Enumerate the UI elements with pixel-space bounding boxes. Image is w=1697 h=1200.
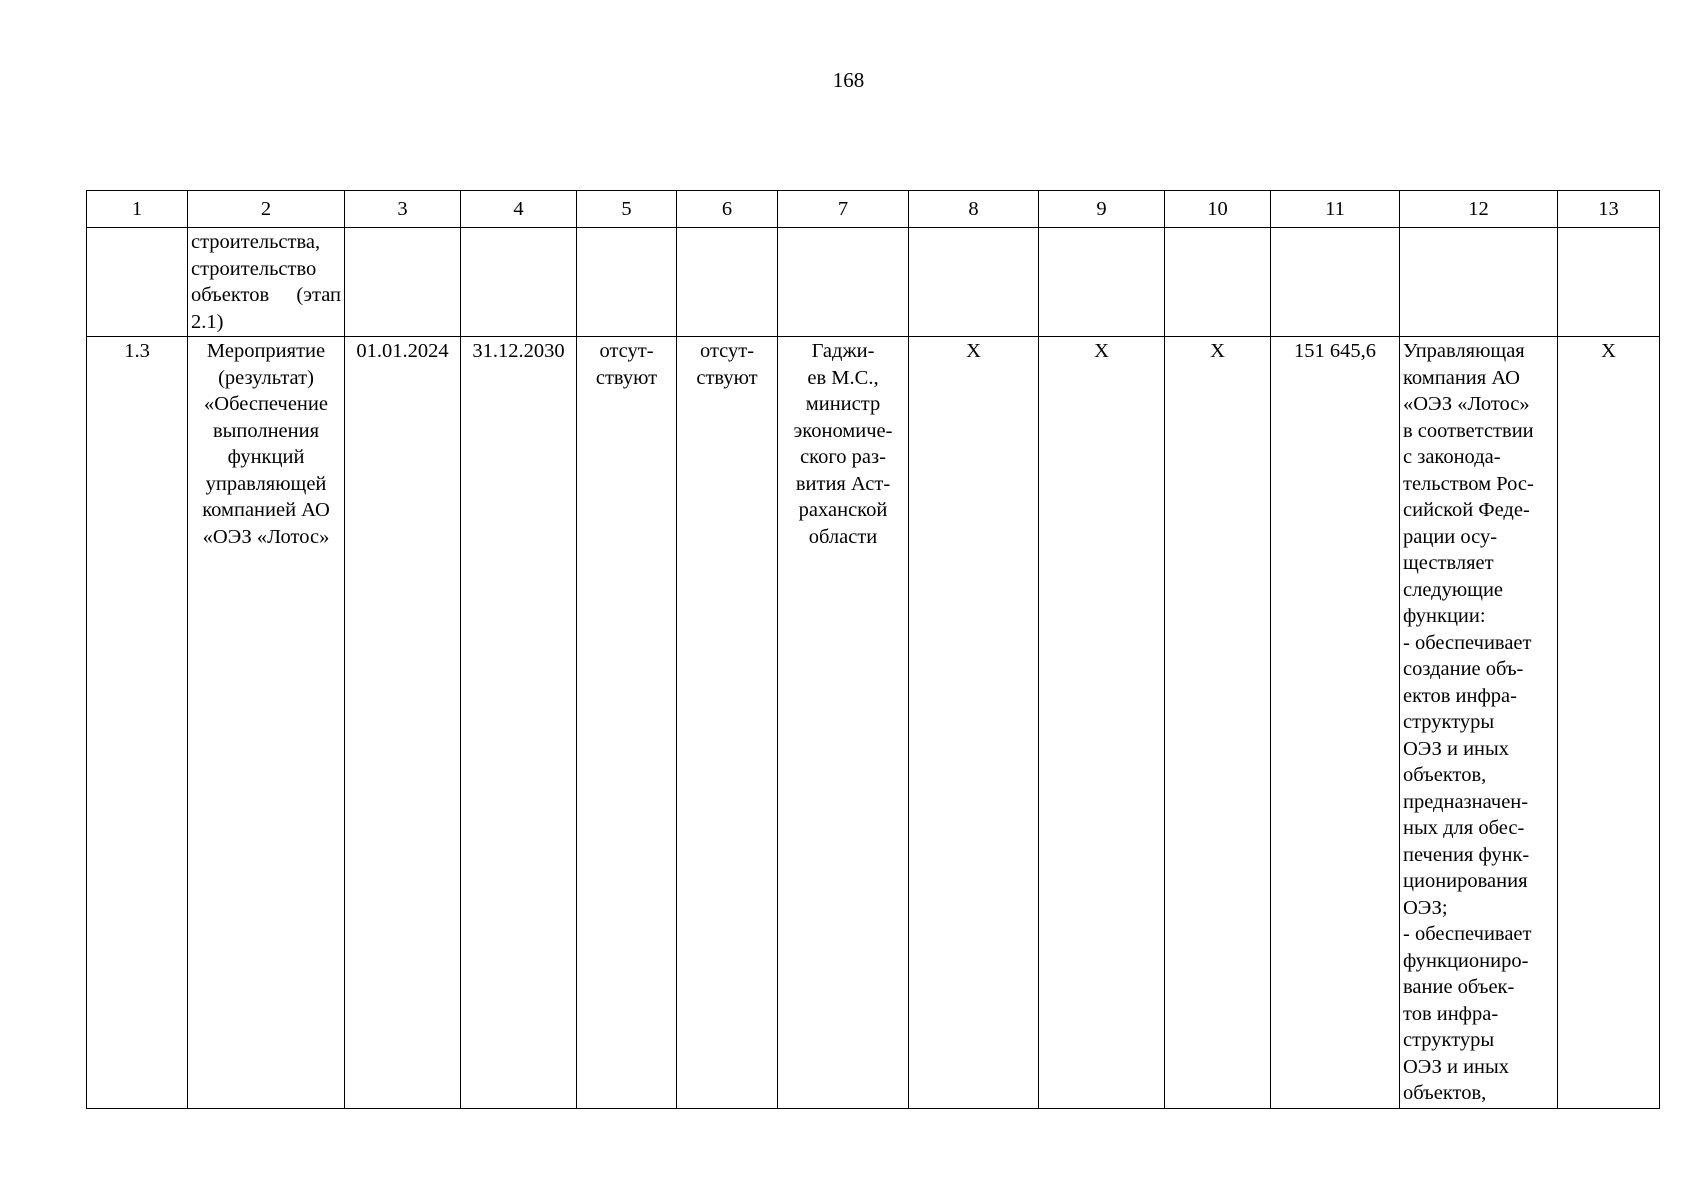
cell-empty: [1165, 228, 1271, 337]
header-cell-2: 2: [188, 191, 345, 228]
header-cell-13: 13: [1558, 191, 1660, 228]
header-cell-8: 8: [909, 191, 1039, 228]
cell-empty: [345, 228, 461, 337]
table-row: [87, 337, 1660, 1109]
page-number: 168: [832, 68, 865, 92]
cell-col10: Х: [1165, 337, 1271, 1109]
cell-col6: отсут- ствуют: [677, 337, 778, 1109]
cell-empty: [1558, 228, 1660, 337]
cell-empty: [909, 228, 1039, 337]
cell-col9: Х: [1039, 337, 1165, 1109]
cell-event-name: Мероприятие (результат) «Обеспечение выполнения функций управляющей компанией АО «ОЭЗ «Лотос»: [188, 337, 345, 1109]
table-row-continuation: [87, 228, 1660, 337]
cell-col13: Х: [1558, 337, 1660, 1109]
cell-empty: [577, 228, 677, 337]
cell-number: [87, 228, 188, 337]
header-cell-1: 1: [87, 191, 188, 228]
header-cell-7: 7: [778, 191, 909, 228]
header-cell-4: 4: [461, 191, 577, 228]
cell-description: Управляющая компания АО «ОЭЗ «Лотос» в соответствии с законода- тельством Рос- сийской Феде- рации осу- ществляет следующие функции: - обеспечивает создание объ- ектов инфра- структуры ОЭЗ и иных объектов, предназначен- ных для обес- печения функ- ционирования ОЭЗ; - обеспечивает функциониро- вание объек- тов инфра- структуры ОЭЗ и иных объектов,: [1400, 337, 1558, 1109]
cell-empty: [778, 228, 909, 337]
header-cell-9: 9: [1039, 191, 1165, 228]
cell-amount: 151 645,6: [1271, 337, 1400, 1109]
header-cell-3: 3: [345, 191, 461, 228]
cell-responsible: Гаджи- ев М.С., министр экономиче- ского раз- вития Аст- раханской области: [778, 337, 909, 1109]
header-cell-10: 10: [1165, 191, 1271, 228]
header-cell-12: 12: [1400, 191, 1558, 228]
cell-number: 1.3: [87, 337, 188, 1109]
cell-empty: [1271, 228, 1400, 337]
header-cell-5: 5: [577, 191, 677, 228]
cell-event-name-continued: строительства, строительство объектов (этап 2.1): [188, 228, 345, 337]
cell-empty: [1400, 228, 1558, 337]
cell-empty: [461, 228, 577, 337]
cell-col5: отсут- ствуют: [577, 337, 677, 1109]
header-cell-6: 6: [677, 191, 778, 228]
cell-start-date: 01.01.2024: [345, 337, 461, 1109]
header-cell-11: 11: [1271, 191, 1400, 228]
data-table: [86, 190, 1660, 1109]
cell-empty: [677, 228, 778, 337]
table-header-row: [87, 191, 1660, 228]
cell-end-date: 31.12.2030: [461, 337, 577, 1109]
cell-empty: [1039, 228, 1165, 337]
cell-col8: Х: [909, 337, 1039, 1109]
